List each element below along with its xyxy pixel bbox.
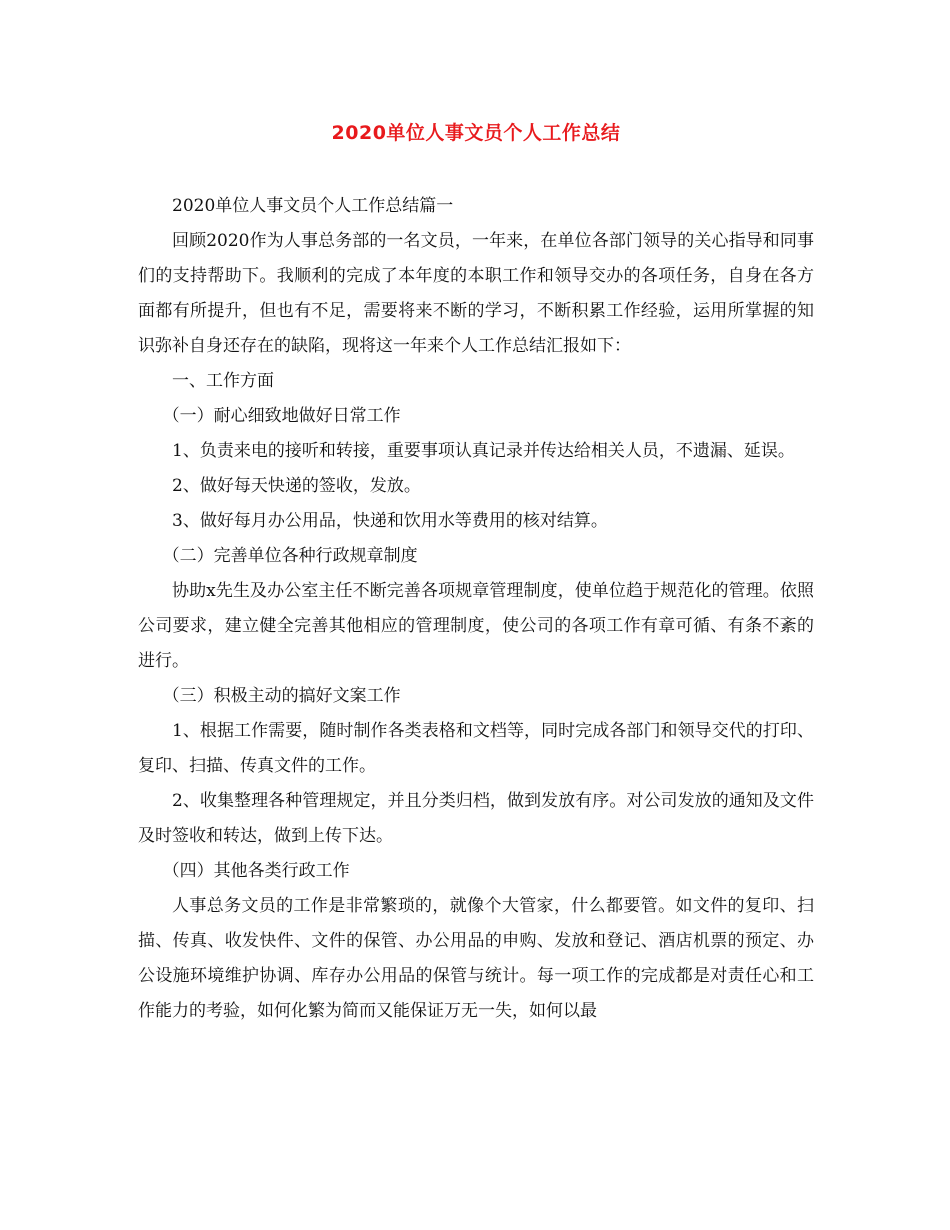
document-title: 2020单位人事文员个人工作总结 xyxy=(331,122,621,144)
list-item-forms-documents: 1、根据工作需要，随时制作各类表格和文档等，同时完成各部门和领导交代的打印、复印、扫描、传真文件的工作。 xyxy=(138,721,814,776)
list-item-office-supplies: 3、做好每月办公用品，快递和饮用水等费用的核对结算。 xyxy=(172,511,608,531)
document-page xyxy=(138,118,814,1029)
paragraph-other-admin: 人事总务文员的工作是非常繁琐的，就像个大管家，什么都要管。如文件的复印、扫描、传真、收发快件、文件的保管、办公用品的申购、发放和登记、酒店机票的预定、办公设施环境维护协调、库存办公用品的保管与统计。每一项工作的完成都是对责任心和工作能力的考验，如何化繁为简而又能保证万无一失，如何以最 xyxy=(138,896,814,1021)
subheading-regulations: （二）完善单位各种行政规章制度 xyxy=(162,546,418,566)
section-heading-part-one: 2020单位人事文员个人工作总结篇一 xyxy=(172,196,454,216)
list-item-filing: 2、收集整理各种管理规定，并且分类归档，做到发放有序。对公司发放的通知及文件及时签收和转达，做到上传下达。 xyxy=(138,791,814,846)
paragraph-regulations: 协助x先生及办公室主任不断完善各项规章管理制度，使单位趋于规范化的管理。依照公司要求，建立健全完善其他相应的管理制度，使公司的各项工作有章可循、有条不紊的进行。 xyxy=(138,581,814,671)
subheading-paperwork: （三）积极主动的搞好文案工作 xyxy=(162,686,401,706)
intro-paragraph: 回顾2020作为人事总务部的一名文员，一年来，在单位各部门领导的关心指导和同事们的支持帮助下。我顺利的完成了本年度的本职工作和领导交办的各项任务，自身在各方面都有所提升，但也有不足，需要将来不断的学习，不断积累工作经验，运用所掌握的知识弥补自身还存在的缺陷，现将这一年来个人工作总结汇报如下： xyxy=(138,231,814,356)
list-item-express-delivery: 2、做好每天快递的签收，发放。 xyxy=(172,476,421,496)
list-item-phone-calls: 1、负责来电的接听和转接，重要事项认真记录并传达给相关人员，不遗漏、延误。 xyxy=(172,441,795,461)
subheading-daily-work: （一）耐心细致地做好日常工作 xyxy=(162,406,401,426)
heading-work-aspects: 一、工作方面 xyxy=(172,371,274,391)
subheading-other-admin: （四）其他各类行政工作 xyxy=(162,861,350,881)
